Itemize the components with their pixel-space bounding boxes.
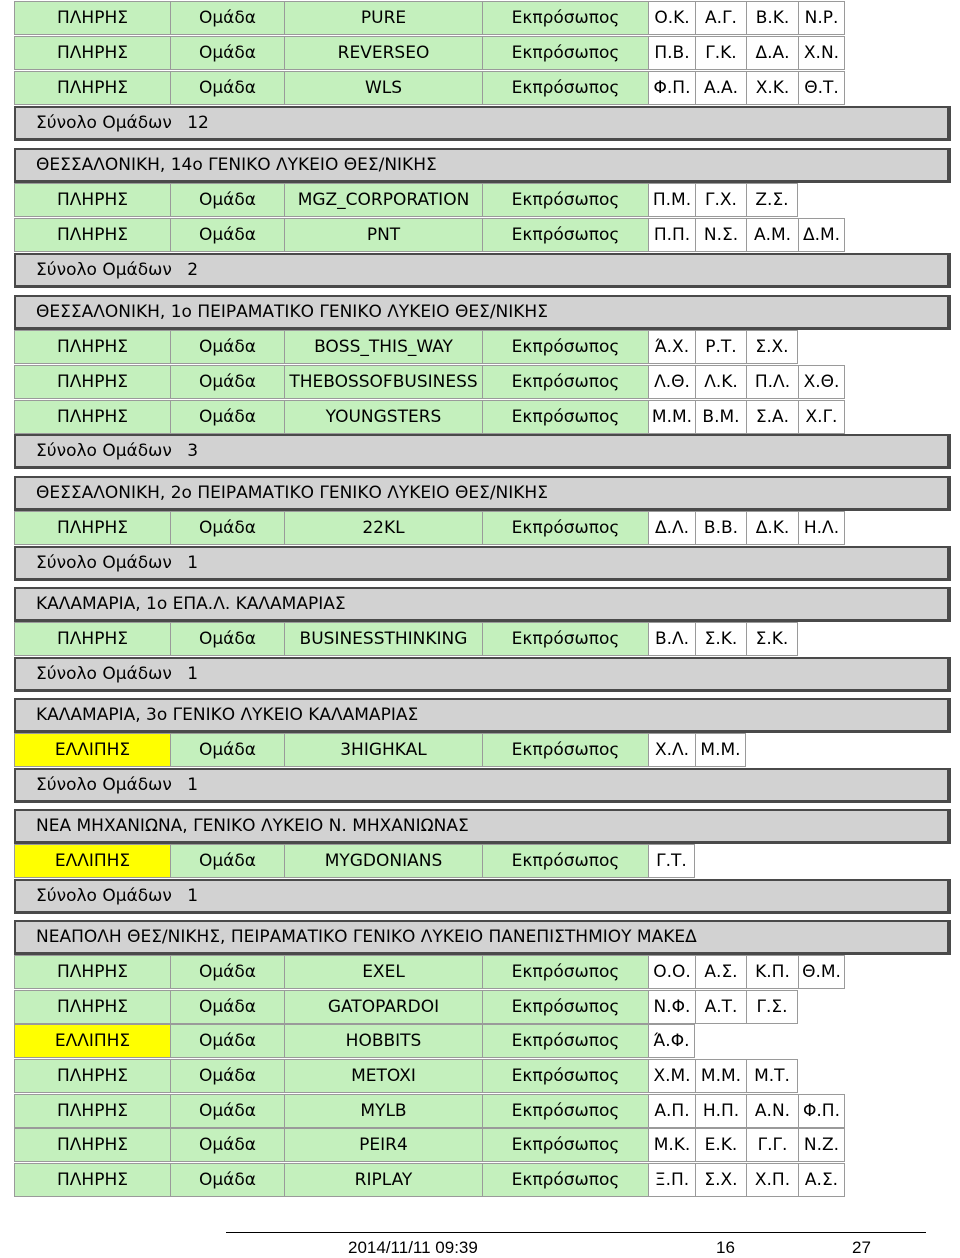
team-label: Ομάδα (170, 71, 284, 105)
member-initials: Ξ.Π. (648, 1163, 695, 1197)
member-initials: Λ.Κ. (695, 365, 746, 399)
team-total-label: Σύνολο Ομάδων (36, 260, 172, 280)
team-total-row (14, 253, 951, 288)
member-initials: Σ.Χ. (746, 330, 798, 364)
team-status: ΠΛΗΡΗΣ (14, 183, 170, 217)
member-initials: Ά.Φ. (648, 1024, 695, 1058)
member-initials: Δ.Λ. (648, 511, 695, 545)
representative-label: Εκπρόσωπος (482, 990, 648, 1024)
representative-label: Εκπρόσωπος (482, 218, 648, 252)
team-label: Ομάδα (170, 1163, 284, 1197)
team-row (14, 622, 798, 656)
member-initials: Χ.Κ. (746, 71, 798, 105)
team-status: ΠΛΗΡΗΣ (14, 365, 170, 399)
representative-label: Εκπρόσωπος (482, 622, 648, 656)
member-initials: Χ.Μ. (648, 1059, 695, 1093)
team-name: REVERSEO (284, 36, 482, 70)
team-total-count: 1 (187, 775, 199, 795)
member-initials: Ν.Σ. (695, 218, 746, 252)
representative-label: Εκπρόσωπος (482, 183, 648, 217)
member-initials: Φ.Π. (798, 1094, 845, 1128)
team-name: PEIR4 (284, 1128, 482, 1162)
team-name: RIPLAY (284, 1163, 482, 1197)
team-status: ΠΛΗΡΗΣ (14, 1094, 170, 1128)
team-total-row (14, 106, 951, 141)
team-status: ΠΛΗΡΗΣ (14, 400, 170, 434)
team-total-count: 1 (187, 886, 199, 906)
member-initials: Δ.Α. (746, 36, 798, 70)
team-label: Ομάδα (170, 365, 284, 399)
member-initials: Ν.Ζ. (798, 1128, 845, 1162)
team-label: Ομάδα (170, 1059, 284, 1093)
team-row (14, 1059, 798, 1093)
member-initials: Ά.Χ. (648, 330, 695, 364)
team-total-count: 1 (187, 553, 199, 573)
member-initials: Μ.Μ. (648, 400, 695, 434)
team-total-label: Σύνολο Ομάδων (36, 441, 172, 461)
team-name: MYLB (284, 1094, 482, 1128)
team-total-label: Σύνολο Ομάδων (36, 553, 172, 573)
member-initials: Π.Β. (648, 36, 695, 70)
representative-label: Εκπρόσωπος (482, 511, 648, 545)
team-name: 3HIGHKAL (284, 733, 482, 767)
member-initials: Η.Π. (695, 1094, 746, 1128)
member-initials: Σ.Κ. (746, 622, 798, 656)
team-total-row (14, 434, 951, 469)
member-initials: Β.Λ. (648, 622, 695, 656)
school-header: ΚΑΛΑΜΑΡΙΑ, 3ο ΓΕΝΙΚΟ ΛΥΚΕΙΟ ΚΑΛΑΜΑΡΙΑΣ (14, 698, 951, 733)
member-initials: Σ.Κ. (695, 622, 746, 656)
team-total-row (14, 879, 951, 914)
team-label: Ομάδα (170, 1024, 284, 1058)
member-initials: Μ.Τ. (746, 1059, 798, 1093)
team-status: ΠΛΗΡΗΣ (14, 955, 170, 989)
team-status: ΠΛΗΡΗΣ (14, 622, 170, 656)
member-initials: Χ.Θ. (798, 365, 845, 399)
team-name: METOXI (284, 1059, 482, 1093)
team-total-label: Σύνολο Ομάδων (36, 664, 172, 684)
team-row (14, 71, 845, 105)
team-name: MYGDONIANS (284, 844, 482, 878)
representative-label: Εκπρόσωπος (482, 330, 648, 364)
team-total-label: Σύνολο Ομάδων (36, 113, 172, 133)
team-name: THEBOSSOFBUSINESS (284, 365, 482, 399)
team-status: ΠΛΗΡΗΣ (14, 1059, 170, 1093)
member-initials: Β.Κ. (746, 1, 798, 35)
member-initials: Α.Γ. (695, 1, 746, 35)
representative-label: Εκπρόσωπος (482, 400, 648, 434)
team-name: BOSS_THIS_WAY (284, 330, 482, 364)
representative-label: Εκπρόσωπος (482, 733, 648, 767)
member-initials: Η.Λ. (798, 511, 845, 545)
team-total-label: Σύνολο Ομάδων (36, 886, 172, 906)
member-initials: Α.Μ. (746, 218, 798, 252)
member-initials: Α.Τ. (695, 990, 746, 1024)
team-row (14, 218, 845, 252)
team-status: ΠΛΗΡΗΣ (14, 511, 170, 545)
school-header: ΘΕΣΣΑΛΟΝΙΚΗ, 14ο ΓΕΝΙΚΟ ΛΥΚΕΙΟ ΘΕΣ/ΝΙΚΗΣ (14, 148, 951, 183)
member-initials: Θ.Τ. (798, 71, 845, 105)
team-row (14, 511, 845, 545)
representative-label: Εκπρόσωπος (482, 71, 648, 105)
representative-label: Εκπρόσωπος (482, 1024, 648, 1058)
member-initials: Ο.Κ. (648, 1, 695, 35)
team-name: HOBBITS (284, 1024, 482, 1058)
team-label: Ομάδα (170, 511, 284, 545)
team-row (14, 1, 845, 35)
team-name: WLS (284, 71, 482, 105)
member-initials: Φ.Π. (648, 71, 695, 105)
member-initials: Γ.Σ. (746, 990, 798, 1024)
member-initials: Χ.Ν. (798, 36, 845, 70)
member-initials: Ρ.Τ. (695, 330, 746, 364)
representative-label: Εκπρόσωπος (482, 955, 648, 989)
member-initials: Ν.Ρ. (798, 1, 845, 35)
member-initials: Χ.Γ. (798, 400, 845, 434)
team-label: Ομάδα (170, 400, 284, 434)
team-total-row (14, 657, 951, 692)
school-header: ΚΑΛΑΜΑΡΙΑ, 1ο ΕΠΑ.Λ. ΚΑΛΑΜΑΡΙΑΣ (14, 587, 951, 622)
team-total-row (14, 768, 951, 803)
member-initials: Α.Ν. (746, 1094, 798, 1128)
team-status: ΠΛΗΡΗΣ (14, 990, 170, 1024)
member-initials: Μ.Μ. (695, 733, 746, 767)
member-initials: Β.Β. (695, 511, 746, 545)
team-status: ΠΛΗΡΗΣ (14, 71, 170, 105)
team-label: Ομάδα (170, 183, 284, 217)
team-total-count: 3 (187, 441, 199, 461)
team-status: ΕΛΛΙΠΗΣ (14, 1024, 170, 1058)
member-initials: Π.Μ. (648, 183, 695, 217)
member-initials: Θ.Μ. (798, 955, 845, 989)
team-label: Ομάδα (170, 1094, 284, 1128)
member-initials: Σ.Χ. (695, 1163, 746, 1197)
team-label: Ομάδα (170, 218, 284, 252)
member-initials: Σ.Α. (746, 400, 798, 434)
team-total-label: Σύνολο Ομάδων (36, 775, 172, 795)
team-row (14, 1094, 845, 1128)
team-name: GATOPARDOI (284, 990, 482, 1024)
team-name: PNT (284, 218, 482, 252)
page-footer (226, 1232, 926, 1258)
team-label: Ομάδα (170, 36, 284, 70)
footer-timestamp: 2014/11/11 09:39 (348, 1238, 478, 1257)
team-row (14, 990, 798, 1024)
team-label: Ομάδα (170, 733, 284, 767)
team-row (14, 36, 845, 70)
member-initials: Κ.Π. (746, 955, 798, 989)
team-status: ΠΛΗΡΗΣ (14, 218, 170, 252)
team-row (14, 1024, 695, 1058)
member-initials: Δ.Μ. (798, 218, 845, 252)
member-initials: Π.Λ. (746, 365, 798, 399)
team-status: ΠΛΗΡΗΣ (14, 1128, 170, 1162)
representative-label: Εκπρόσωπος (482, 844, 648, 878)
team-label: Ομάδα (170, 844, 284, 878)
team-row (14, 365, 845, 399)
school-header: ΝΕΑ ΜΗΧΑΝΙΩΝΑ, ΓΕΝΙΚΟ ΛΥΚΕΙΟ Ν. ΜΗΧΑΝΙΩΝΑΣ (14, 809, 951, 844)
member-initials: Χ.Λ. (648, 733, 695, 767)
member-initials: Γ.Γ. (746, 1128, 798, 1162)
member-initials: Μ.Μ. (695, 1059, 746, 1093)
member-initials: Χ.Π. (746, 1163, 798, 1197)
representative-label: Εκπρόσωπος (482, 1128, 648, 1162)
team-status: ΠΛΗΡΗΣ (14, 1, 170, 35)
team-name: PURE (284, 1, 482, 35)
member-initials: Ν.Φ. (648, 990, 695, 1024)
team-row (14, 844, 695, 878)
team-row (14, 1163, 845, 1197)
representative-label: Εκπρόσωπος (482, 36, 648, 70)
school-header: ΝΕΑΠΟΛΗ ΘΕΣ/ΝΙΚΗΣ, ΠΕΙΡΑΜΑΤΙΚΟ ΓΕΝΙΚΟ ΛΥΚΕΙΟ ΠΑΝΕΠΙΣΤΗΜΙΟΥ ΜΑΚΕΔ (14, 920, 951, 955)
team-label: Ομάδα (170, 990, 284, 1024)
member-initials: Γ.Τ. (648, 844, 695, 878)
school-header: ΘΕΣΣΑΛΟΝΙΚΗ, 2ο ΠΕΙΡΑΜΑΤΙΚΟ ΓΕΝΙΚΟ ΛΥΚΕΙΟ ΘΕΣ/ΝΙΚΗΣ (14, 476, 951, 511)
member-initials: Α.Σ. (695, 955, 746, 989)
team-name: MGZ_CORPORATION (284, 183, 482, 217)
team-row (14, 183, 798, 217)
member-initials: Ε.Κ. (695, 1128, 746, 1162)
member-initials: Α.Α. (695, 71, 746, 105)
representative-label: Εκπρόσωπος (482, 1, 648, 35)
team-row (14, 400, 845, 434)
member-initials: Μ.Κ. (648, 1128, 695, 1162)
team-status: ΕΛΛΙΠΗΣ (14, 733, 170, 767)
team-status: ΠΛΗΡΗΣ (14, 330, 170, 364)
member-initials: Α.Π. (648, 1094, 695, 1128)
member-initials: Β.Μ. (695, 400, 746, 434)
team-total-row (14, 546, 951, 581)
member-initials: Λ.Θ. (648, 365, 695, 399)
team-status: ΠΛΗΡΗΣ (14, 1163, 170, 1197)
team-label: Ομάδα (170, 1, 284, 35)
representative-label: Εκπρόσωπος (482, 1163, 648, 1197)
team-total-count: 12 (187, 113, 209, 133)
member-initials: Α.Σ. (798, 1163, 845, 1197)
representative-label: Εκπρόσωπος (482, 365, 648, 399)
team-name: YOUNGSTERS (284, 400, 482, 434)
team-label: Ομάδα (170, 330, 284, 364)
representative-label: Εκπρόσωπος (482, 1094, 648, 1128)
team-name: 22KL (284, 511, 482, 545)
team-row (14, 733, 746, 767)
member-initials: Ο.Ο. (648, 955, 695, 989)
team-row (14, 1128, 845, 1162)
team-total-count: 1 (187, 664, 199, 684)
member-initials: Δ.Κ. (746, 511, 798, 545)
team-total-count: 2 (187, 260, 199, 280)
footer-total-pages: 27 (852, 1238, 871, 1257)
member-initials: Ζ.Σ. (746, 183, 798, 217)
school-header: ΘΕΣΣΑΛΟΝΙΚΗ, 1ο ΠΕΙΡΑΜΑΤΙΚΟ ΓΕΝΙΚΟ ΛΥΚΕΙΟ ΘΕΣ/ΝΙΚΗΣ (14, 295, 951, 330)
team-status: ΕΛΛΙΠΗΣ (14, 844, 170, 878)
team-name: BUSINESSTHINKING (284, 622, 482, 656)
team-label: Ομάδα (170, 955, 284, 989)
team-label: Ομάδα (170, 1128, 284, 1162)
team-status: ΠΛΗΡΗΣ (14, 36, 170, 70)
team-row (14, 330, 798, 364)
footer-page-number: 16 (716, 1238, 735, 1257)
representative-label: Εκπρόσωπος (482, 1059, 648, 1093)
member-initials: Γ.Χ. (695, 183, 746, 217)
member-initials: Π.Π. (648, 218, 695, 252)
team-row (14, 955, 845, 989)
team-name: EXEL (284, 955, 482, 989)
member-initials: Γ.Κ. (695, 36, 746, 70)
team-label: Ομάδα (170, 622, 284, 656)
